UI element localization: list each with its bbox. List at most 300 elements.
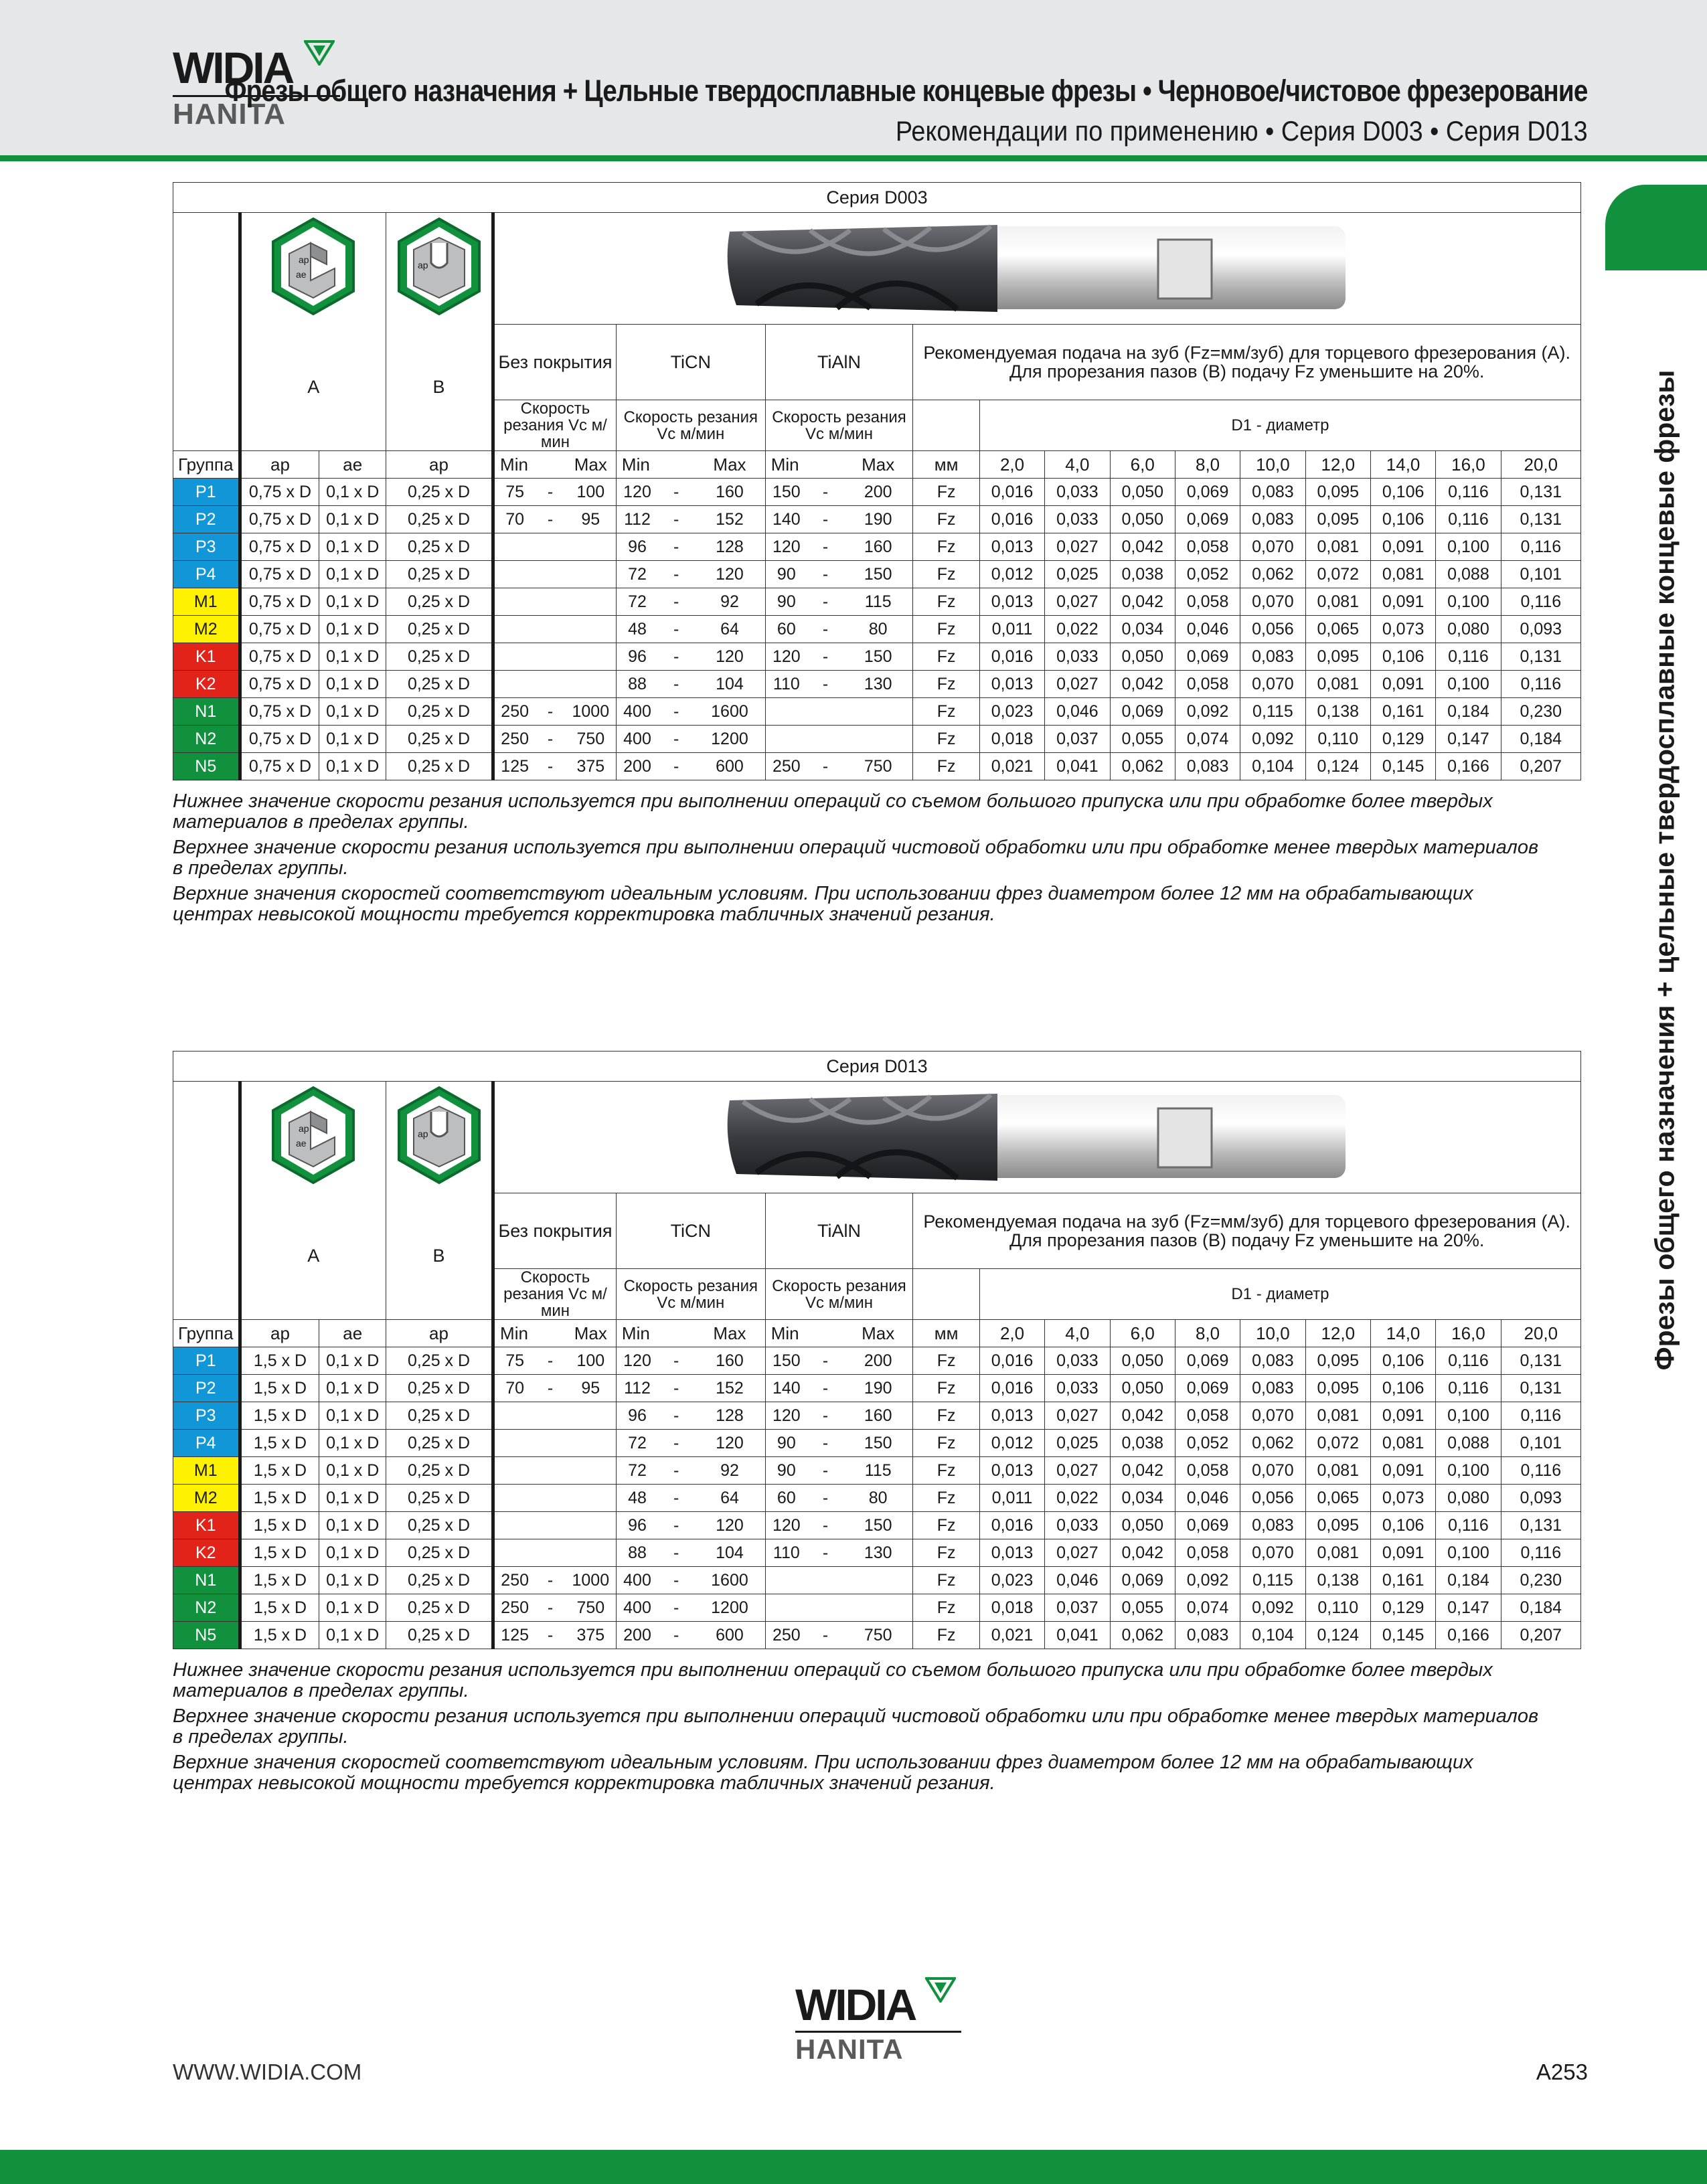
max-header: Max xyxy=(843,1320,913,1347)
speed-max: 1000 xyxy=(566,698,617,726)
speed-max: 128 xyxy=(694,533,765,561)
speed-dash: - xyxy=(658,726,694,753)
ap-b-value: 0,25 x D xyxy=(386,1430,493,1457)
feed-value: 0,100 xyxy=(1436,1457,1501,1485)
feed-value: 0,083 xyxy=(1175,753,1240,780)
face-milling-icon xyxy=(269,1085,357,1185)
speed-min: 72 xyxy=(616,588,658,616)
speed-max: 100 xyxy=(566,479,617,506)
ap-b-header: ap xyxy=(386,1320,493,1347)
speed-max: 200 xyxy=(843,1347,913,1375)
feed-value: 0,116 xyxy=(1501,1402,1580,1430)
min-header: Min xyxy=(616,1320,694,1347)
fz-label: Fz xyxy=(913,1539,980,1567)
table-row xyxy=(173,1622,1581,1649)
speed-max: 115 xyxy=(843,588,913,616)
section-tab xyxy=(1605,185,1707,270)
material-group-badge: N5 xyxy=(173,753,240,780)
ae-value: 0,1 x D xyxy=(319,506,386,533)
feed-value: 0,013 xyxy=(979,1539,1044,1567)
feed-value: 0,033 xyxy=(1045,506,1110,533)
feed-value: 0,023 xyxy=(979,698,1044,726)
speed-max: 1200 xyxy=(694,726,765,753)
speed-max: 150 xyxy=(843,1512,913,1539)
ae-value: 0,1 x D xyxy=(319,1567,386,1594)
uncoated-header: Без покрытия xyxy=(493,325,617,400)
feed-value: 0,011 xyxy=(979,1485,1044,1512)
speed-min: 150 xyxy=(765,479,807,506)
feed-value: 0,095 xyxy=(1305,506,1370,533)
ap-value: 0,75 x D xyxy=(240,616,319,643)
diameter-header: 6,0 xyxy=(1110,1320,1175,1347)
speed-dash: - xyxy=(658,1347,694,1375)
speed-max: 160 xyxy=(843,533,913,561)
speed-min: 70 xyxy=(493,506,536,533)
feed-value: 0,038 xyxy=(1110,1430,1175,1457)
feed-value: 0,069 xyxy=(1175,643,1240,671)
feed-value: 0,147 xyxy=(1436,1594,1501,1622)
speed-max: 150 xyxy=(843,561,913,588)
ap-value: 1,5 x D xyxy=(240,1539,319,1567)
table-row xyxy=(173,643,1581,671)
ap-b-value: 0,25 x D xyxy=(386,1457,493,1485)
fz-label: Fz xyxy=(913,561,980,588)
feed-value: 0,055 xyxy=(1110,726,1175,753)
feed-value: 0,147 xyxy=(1436,726,1501,753)
speed-dash xyxy=(535,1430,565,1457)
speed-dash: - xyxy=(658,479,694,506)
ap-b-value: 0,25 x D xyxy=(386,1485,493,1512)
feed-value: 0,027 xyxy=(1045,533,1110,561)
feed-value: 0,129 xyxy=(1370,726,1435,753)
feed-value: 0,145 xyxy=(1370,1622,1435,1649)
feed-value: 0,080 xyxy=(1436,616,1501,643)
ap-value: 0,75 x D xyxy=(240,643,319,671)
min-header: Min xyxy=(765,451,843,479)
feed-value: 0,115 xyxy=(1240,1567,1305,1594)
speed-min: 200 xyxy=(616,1622,658,1649)
speed-max xyxy=(566,616,617,643)
material-group-badge: P2 xyxy=(173,506,240,533)
speed-max: 375 xyxy=(566,1622,617,1649)
feed-value: 0,062 xyxy=(1110,1622,1175,1649)
speed-min: 96 xyxy=(616,1402,658,1430)
speed-max: 750 xyxy=(566,1594,617,1622)
speed-min: 110 xyxy=(765,1539,807,1567)
group-header: Группа xyxy=(173,1320,240,1347)
speed-dash: - xyxy=(807,479,843,506)
speed-max xyxy=(566,588,617,616)
material-group-badge: K2 xyxy=(173,671,240,698)
feed-value: 0,106 xyxy=(1370,1375,1435,1402)
ap-b-value: 0,25 x D xyxy=(386,753,493,780)
speed-max xyxy=(566,1457,617,1485)
speed-dash: - xyxy=(807,1375,843,1402)
feed-value: 0,052 xyxy=(1175,561,1240,588)
speed-dash: - xyxy=(807,1539,843,1567)
ap-value: 1,5 x D xyxy=(240,1430,319,1457)
ae-header: ae xyxy=(319,1320,386,1347)
feed-value: 0,042 xyxy=(1110,533,1175,561)
speed-dash: - xyxy=(658,588,694,616)
speed-dash: - xyxy=(807,533,843,561)
svg-text:ae: ae xyxy=(296,1137,307,1149)
feed-value: 0,081 xyxy=(1305,588,1370,616)
speed-min: 250 xyxy=(765,1622,807,1649)
feed-value: 0,100 xyxy=(1436,1539,1501,1567)
speed-dash: - xyxy=(535,1622,565,1649)
material-group-badge: N1 xyxy=(173,698,240,726)
feed-value: 0,166 xyxy=(1436,753,1501,780)
speed-dash: - xyxy=(658,1594,694,1622)
feed-value: 0,013 xyxy=(979,1402,1044,1430)
feed-value: 0,091 xyxy=(1370,588,1435,616)
speed-max: 190 xyxy=(843,506,913,533)
svg-text:ae: ae xyxy=(296,268,307,280)
speed-max: 160 xyxy=(694,479,765,506)
feed-value: 0,046 xyxy=(1045,1567,1110,1594)
feed-value: 0,012 xyxy=(979,561,1044,588)
feed-value: 0,046 xyxy=(1045,698,1110,726)
feed-value: 0,069 xyxy=(1175,479,1240,506)
speed-dash: - xyxy=(658,616,694,643)
table-row xyxy=(173,1402,1581,1430)
feed-value: 0,033 xyxy=(1045,643,1110,671)
speed-dash: - xyxy=(807,1430,843,1457)
diameter-header: 20,0 xyxy=(1501,451,1580,479)
col-b-label: B xyxy=(386,1193,493,1320)
speed-dash xyxy=(535,616,565,643)
fz-label: Fz xyxy=(913,1567,980,1594)
feed-value: 0,074 xyxy=(1175,1594,1240,1622)
table-row xyxy=(173,1567,1581,1594)
material-group-badge: P3 xyxy=(173,1402,240,1430)
speed-min xyxy=(493,561,536,588)
feed-value: 0,023 xyxy=(979,1567,1044,1594)
feed-value: 0,027 xyxy=(1045,671,1110,698)
note-text: Верхние значения скоростей соответствуют идеальным условиям. При использовании фрез диаметром более 12 мм на обрабатывающих центрах невысокой мощности требуется корректировка табличных значений резания. xyxy=(173,1752,1473,1794)
speed-min: 120 xyxy=(765,533,807,561)
series-d003-section xyxy=(173,182,1581,972)
ap-value: 1,5 x D xyxy=(240,1594,319,1622)
speed-min: 120 xyxy=(616,1347,658,1375)
slot-milling-icon xyxy=(395,1085,483,1185)
feed-value: 0,131 xyxy=(1501,506,1580,533)
material-group-badge: N2 xyxy=(173,726,240,753)
speed-min: 120 xyxy=(765,1402,807,1430)
table-row xyxy=(173,506,1581,533)
svg-text:ap: ap xyxy=(417,259,428,270)
diameter-header: 14,0 xyxy=(1370,1320,1435,1347)
feed-value: 0,083 xyxy=(1240,1375,1305,1402)
ae-value: 0,1 x D xyxy=(319,479,386,506)
col-a-label: A xyxy=(240,325,386,451)
feed-value: 0,022 xyxy=(1045,616,1110,643)
table-row xyxy=(173,1594,1581,1622)
speed-max xyxy=(566,1512,617,1539)
feed-value: 0,013 xyxy=(979,533,1044,561)
fz-label: Fz xyxy=(913,753,980,780)
feed-value: 0,083 xyxy=(1175,1622,1240,1649)
speed-min: 400 xyxy=(616,726,658,753)
material-group-badge: M2 xyxy=(173,616,240,643)
icon-cell-a xyxy=(240,1082,386,1193)
fz-label: Fz xyxy=(913,1402,980,1430)
feed-value: 0,184 xyxy=(1436,1567,1501,1594)
speed-max: 92 xyxy=(694,1457,765,1485)
feed-value: 0,013 xyxy=(979,1457,1044,1485)
material-group-badge: K1 xyxy=(173,1512,240,1539)
feed-value: 0,056 xyxy=(1240,1485,1305,1512)
ap-b-value: 0,25 x D xyxy=(386,1375,493,1402)
speed-max: 1600 xyxy=(694,1567,765,1594)
diameter-header: 8,0 xyxy=(1175,451,1240,479)
uncoated-header: Без покрытия xyxy=(493,1193,617,1269)
feed-value: 0,116 xyxy=(1436,479,1501,506)
ap-b-value: 0,25 x D xyxy=(386,1347,493,1375)
feed-value: 0,016 xyxy=(979,643,1044,671)
feed-value: 0,092 xyxy=(1175,698,1240,726)
material-group-badge: N5 xyxy=(173,1622,240,1649)
feed-value: 0,069 xyxy=(1110,698,1175,726)
diameter-header: 2,0 xyxy=(979,451,1044,479)
diameter-header: 2,0 xyxy=(979,1320,1044,1347)
speed-max xyxy=(843,1594,913,1622)
feed-value: 0,116 xyxy=(1436,1375,1501,1402)
speed-dash: - xyxy=(535,698,565,726)
ap-b-value: 0,25 x D xyxy=(386,643,493,671)
feed-value: 0,046 xyxy=(1175,1485,1240,1512)
col-a-label: A xyxy=(240,1193,386,1320)
speed-header-uncoated: Скорость резания Vc м/мин xyxy=(493,400,617,451)
speed-dash: - xyxy=(658,1512,694,1539)
feed-value: 0,106 xyxy=(1370,643,1435,671)
feed-value: 0,131 xyxy=(1501,479,1580,506)
feed-value: 0,038 xyxy=(1110,561,1175,588)
fz-label: Fz xyxy=(913,726,980,753)
speed-dash xyxy=(535,1539,565,1567)
ap-value: 0,75 x D xyxy=(240,479,319,506)
table-row xyxy=(173,698,1581,726)
speed-min: 75 xyxy=(493,479,536,506)
side-section-label: Фрезы общего назначения + цельные твердосплавные концевые фрезы xyxy=(1649,369,1680,1371)
speed-dash xyxy=(535,1457,565,1485)
feed-value: 0,138 xyxy=(1305,1567,1370,1594)
note-text: Верхние значения скоростей соответствуют идеальным условиям. При использовании фрез диаметром более 12 мм на обрабатывающих центрах невысокой мощности требуется корректировка табличных значений резания. xyxy=(173,883,1473,925)
feed-value: 0,116 xyxy=(1501,1539,1580,1567)
speed-dash xyxy=(807,1594,843,1622)
max-header: Max xyxy=(566,1320,617,1347)
series-d013-section xyxy=(173,1051,1581,1841)
speed-dash: - xyxy=(658,1539,694,1567)
feed-value: 0,050 xyxy=(1110,1375,1175,1402)
ap-value: 1,5 x D xyxy=(240,1485,319,1512)
ap-value: 0,75 x D xyxy=(240,506,319,533)
speed-min xyxy=(493,1485,536,1512)
speed-max: 130 xyxy=(843,1539,913,1567)
speed-max: 600 xyxy=(694,1622,765,1649)
speed-max xyxy=(566,1430,617,1457)
feed-value: 0,027 xyxy=(1045,1539,1110,1567)
notes xyxy=(173,791,1552,930)
feed-value: 0,070 xyxy=(1240,1457,1305,1485)
ap-b-value: 0,25 x D xyxy=(386,1512,493,1539)
feed-value: 0,058 xyxy=(1175,588,1240,616)
ap-b-value: 0,25 x D xyxy=(386,1567,493,1594)
table-row xyxy=(173,1347,1581,1375)
table-row xyxy=(173,726,1581,753)
feed-value: 0,104 xyxy=(1240,753,1305,780)
diameter-header: 14,0 xyxy=(1370,451,1435,479)
feed-value: 0,055 xyxy=(1110,1594,1175,1622)
diameter-header: 16,0 xyxy=(1436,451,1501,479)
feed-value: 0,110 xyxy=(1305,1594,1370,1622)
feed-value: 0,065 xyxy=(1305,616,1370,643)
speed-dash: - xyxy=(658,561,694,588)
feed-value: 0,091 xyxy=(1370,671,1435,698)
ap-value: 1,5 x D xyxy=(240,1402,319,1430)
speed-max xyxy=(566,1485,617,1512)
speed-dash: - xyxy=(807,1622,843,1649)
speed-min: 72 xyxy=(616,1457,658,1485)
icon-cell-a xyxy=(240,213,386,325)
feed-value: 0,016 xyxy=(979,1347,1044,1375)
fz-label: Fz xyxy=(913,671,980,698)
feed-value: 0,081 xyxy=(1370,561,1435,588)
feed-value: 0,100 xyxy=(1436,588,1501,616)
ae-value: 0,1 x D xyxy=(319,1512,386,1539)
fz-label: Fz xyxy=(913,1512,980,1539)
speed-min: 112 xyxy=(616,1375,658,1402)
series-title: Серия D013 xyxy=(173,1052,1581,1082)
col-b-label: B xyxy=(386,325,493,451)
feed-value: 0,124 xyxy=(1305,1622,1370,1649)
speed-dash: - xyxy=(658,1402,694,1430)
ae-value: 0,1 x D xyxy=(319,1375,386,1402)
speed-max: 80 xyxy=(843,1485,913,1512)
logo-hanita-text: HANITA xyxy=(173,98,286,131)
feed-value: 0,230 xyxy=(1501,698,1580,726)
feed-value: 0,116 xyxy=(1436,506,1501,533)
end-mill-photo-0 xyxy=(716,218,1359,319)
ae-value: 0,1 x D xyxy=(319,1402,386,1430)
speed-max: 750 xyxy=(566,726,617,753)
website-link[interactable]: WWW.WIDIA.COM xyxy=(173,2060,362,2084)
feed-value: 0,081 xyxy=(1370,1430,1435,1457)
speed-max: 64 xyxy=(694,616,765,643)
speed-max: 100 xyxy=(566,1347,617,1375)
feed-value: 0,101 xyxy=(1501,1430,1580,1457)
speed-max: 80 xyxy=(843,616,913,643)
feed-value: 0,058 xyxy=(1175,1457,1240,1485)
feed-value: 0,074 xyxy=(1175,726,1240,753)
material-group-badge: P1 xyxy=(173,1347,240,1375)
feed-value: 0,042 xyxy=(1110,671,1175,698)
speed-dash: - xyxy=(807,753,843,780)
speed-min: 140 xyxy=(765,506,807,533)
feed-value: 0,095 xyxy=(1305,1375,1370,1402)
feed-value: 0,106 xyxy=(1370,1347,1435,1375)
fz-label: Fz xyxy=(913,616,980,643)
speed-header-tialn: Скорость резания Vc м/мин xyxy=(765,400,913,451)
min-header: Min xyxy=(493,1320,566,1347)
ap-value: 1,5 x D xyxy=(240,1512,319,1539)
ap-b-value: 0,25 x D xyxy=(386,671,493,698)
material-group-badge: K2 xyxy=(173,1539,240,1567)
speed-max: 1000 xyxy=(566,1567,617,1594)
fz-label: Fz xyxy=(913,1594,980,1622)
footer-logo-hanita-text: HANITA xyxy=(795,2033,904,2065)
speed-max xyxy=(843,726,913,753)
speed-dash: - xyxy=(658,1457,694,1485)
feed-value: 0,081 xyxy=(1305,1539,1370,1567)
feed-value: 0,081 xyxy=(1305,533,1370,561)
fz-label: Fz xyxy=(913,1485,980,1512)
speed-min xyxy=(765,1567,807,1594)
speed-max: 160 xyxy=(694,1347,765,1375)
fz-label: Fz xyxy=(913,1622,980,1649)
speed-dash: - xyxy=(807,1457,843,1485)
speed-max: 600 xyxy=(694,753,765,780)
feed-value: 0,070 xyxy=(1240,588,1305,616)
speed-min xyxy=(493,616,536,643)
table-row xyxy=(173,1539,1581,1567)
speed-dash: - xyxy=(535,1375,565,1402)
speed-max xyxy=(843,698,913,726)
face-milling-icon xyxy=(269,216,357,317)
feed-value: 0,093 xyxy=(1501,1485,1580,1512)
feed-value: 0,058 xyxy=(1175,1402,1240,1430)
slot-milling-icon xyxy=(395,216,483,317)
ap-b-value: 0,25 x D xyxy=(386,726,493,753)
ap-value: 0,75 x D xyxy=(240,533,319,561)
feed-value: 0,013 xyxy=(979,588,1044,616)
diameter-header: 4,0 xyxy=(1045,451,1110,479)
header-rule xyxy=(0,155,1707,161)
speed-min: 72 xyxy=(616,561,658,588)
ap-b-value: 0,25 x D xyxy=(386,1594,493,1622)
max-header: Max xyxy=(566,451,617,479)
feed-value: 0,033 xyxy=(1045,1512,1110,1539)
end-mill-photo-1 xyxy=(716,1087,1359,1187)
ap-value: 0,75 x D xyxy=(240,753,319,780)
speed-dash xyxy=(535,1485,565,1512)
feed-value: 0,100 xyxy=(1436,1402,1501,1430)
d1-header: D1 - диаметр xyxy=(979,400,1580,451)
speed-dash: - xyxy=(658,671,694,698)
material-group-badge: M1 xyxy=(173,588,240,616)
tool-image-cell xyxy=(493,213,1581,325)
speed-min: 120 xyxy=(765,1512,807,1539)
feed-value: 0,041 xyxy=(1045,753,1110,780)
diameter-header: 16,0 xyxy=(1436,1320,1501,1347)
feed-value: 0,027 xyxy=(1045,588,1110,616)
feed-value: 0,081 xyxy=(1305,671,1370,698)
feed-value: 0,081 xyxy=(1305,1457,1370,1485)
ap-b-value: 0,25 x D xyxy=(386,1402,493,1430)
fz-label: Fz xyxy=(913,698,980,726)
speed-min: 70 xyxy=(493,1375,536,1402)
feed-value: 0,091 xyxy=(1370,1402,1435,1430)
feed-value: 0,052 xyxy=(1175,1430,1240,1457)
speed-min xyxy=(493,533,536,561)
speed-max: 128 xyxy=(694,1402,765,1430)
feed-value: 0,184 xyxy=(1501,726,1580,753)
feed-value: 0,013 xyxy=(979,671,1044,698)
speed-min: 96 xyxy=(616,1512,658,1539)
ap-b-value: 0,25 x D xyxy=(386,588,493,616)
feed-value: 0,083 xyxy=(1240,479,1305,506)
